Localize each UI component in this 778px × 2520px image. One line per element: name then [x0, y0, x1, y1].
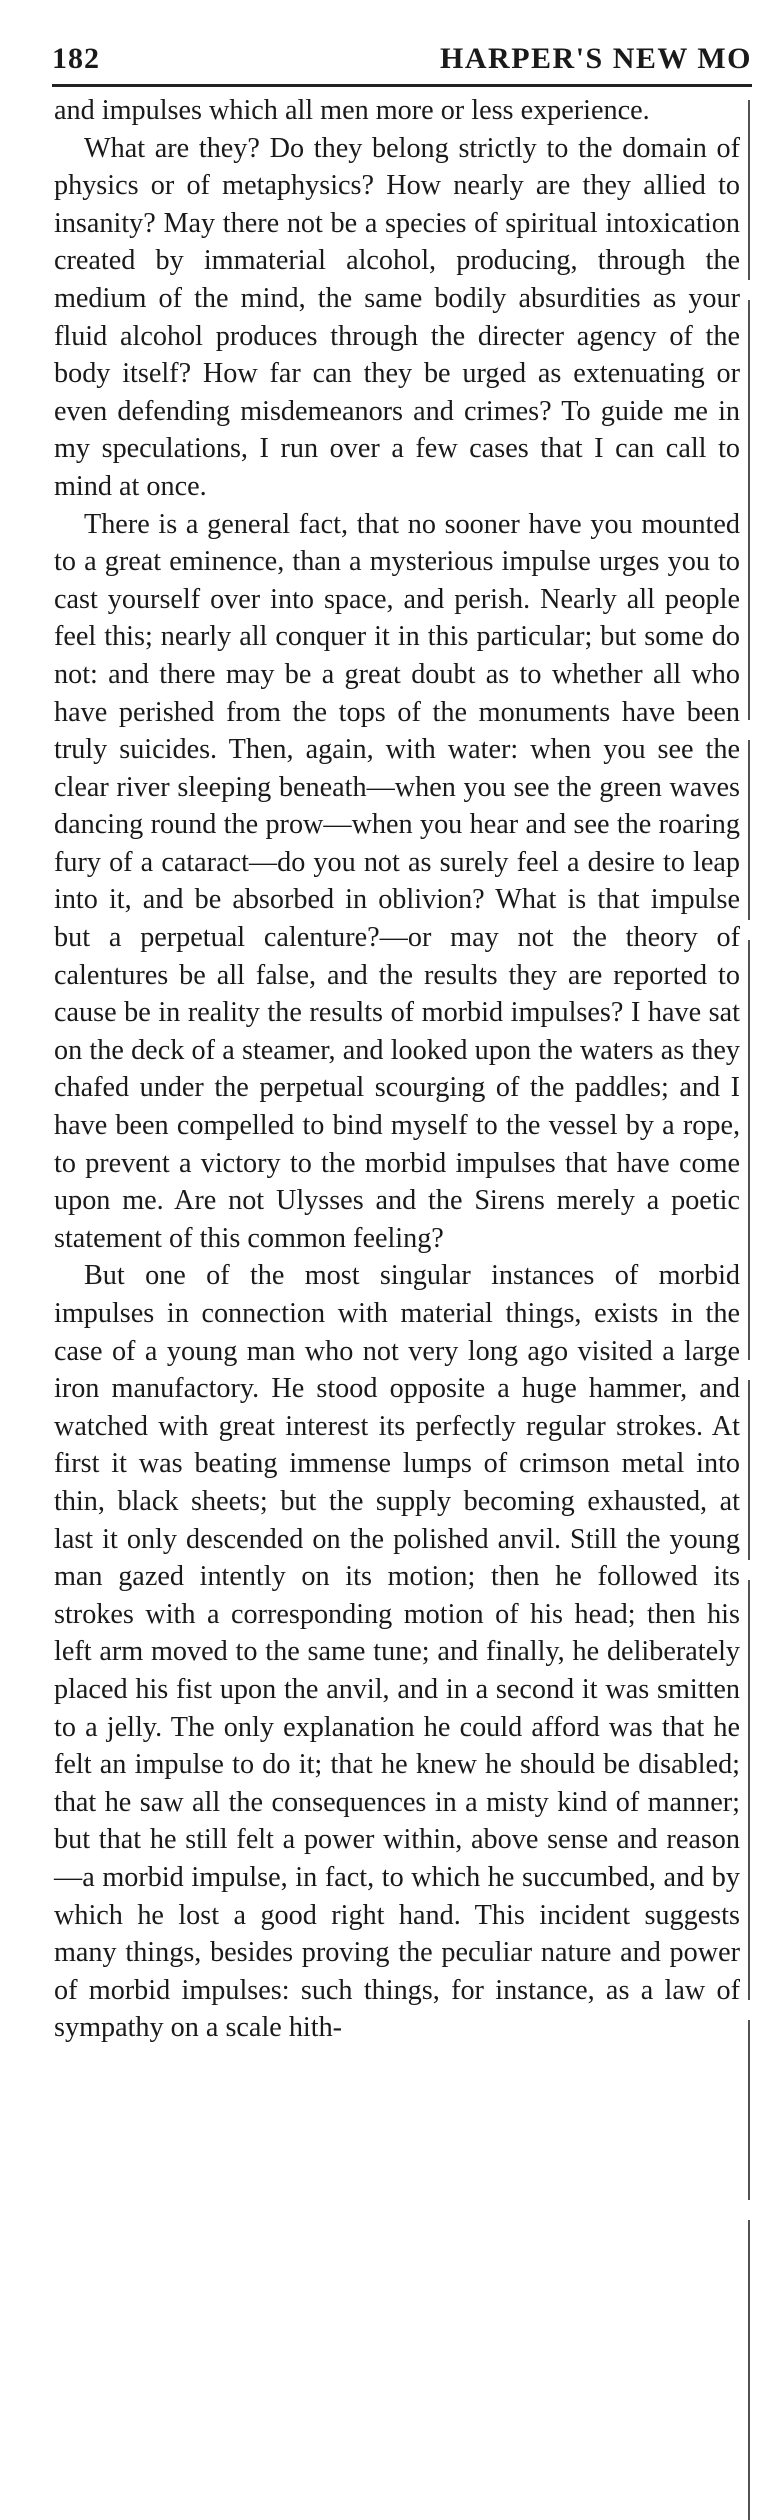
article-column	[54, 92, 740, 2047]
paragraph: But one of the most singular instances of morbid impulses in connection with material things, exists in the case of a young man who not very long ago visited a large iron manufactory. He stood opposite a huge hammer, and watched with great interest its perfectly regular strokes. At first it was beating immense lumps of crimson metal into thin, black sheets; but the supply becoming exhausted, at last it only descended on the polished anvil. Still the young man gazed intently on its motion; then he followed its strokes with a corresponding motion of his head; then his left arm moved to the same tune; and finally, he deliberately placed his fist upon the anvil, and in a second it was smitten to a jelly. The only explanation he could afford was that he felt an impulse to do it; that he knew he should be disabled; that he saw all the consequences in a misty kind of manner; but that he still felt a power within, above sense and reason—a morbid impulse, in fact, to which he succumbed, and by which he lost a good right hand. This incident suggests many things, besides proving the peculiar nature and power of morbid impulses: such things, for instance, as a law of sympathy on a scale hith-	[54, 1260, 740, 2044]
paragraph: There is a general fact, that no sooner have you mounted to a great eminence, than a mysterious impulse urges you to cast yourself over into space, and perish. Nearly all people feel this; nearly all conquer it in this particular; but some do not: and there may be a great doubt as to whether all who have perished from the tops of the monuments have been truly suicides. Then, again, with water: when you see the clear river sleeping beneath—when you see the green waves dancing round the prow—when you hear and see the roaring fury of a cataract—do you not as surely feel a desire to leap into it, and be absorbed in oblivion? What is that impulse but a perpetual calenture?—or may not the theory of calentures be all false, and the results they are reported to cause be in reality the results of morbid impulses? I have sat on the deck of a steamer, and looked upon the waters as they chafed under the perpetual scourging of the paddles; and I have been compelled to bind myself to the vessel by a rope, to prevent a victory to the morbid impulses that have come upon me. Are not Ulysses and the Sirens merely a poetic statement of this common feeling?	[54, 508, 740, 1254]
header-rule	[52, 84, 752, 87]
paragraph: What are they? Do they belong strictly to the domain of physics or of metaphysics? How nearly are they allied to insanity? May there not be a species of spiritual intoxication created by immaterial alcohol, producing, through the medium of the mind, the same bodily absurdities as your fluid alcohol produces through the directer agency of the body itself? How far can they be urged as extenuating or even defending misdemeanors and crimes? To guide me in my speculations, I run over a few cases that I can call to mind at once.	[54, 132, 740, 502]
running-head: HARPER'S NEW MO	[440, 42, 752, 75]
page-header	[52, 42, 752, 82]
column-rule	[748, 100, 750, 2520]
paragraph-continued: and impulses which all men more or less experience.	[54, 95, 650, 126]
page-number: 182	[52, 42, 100, 75]
